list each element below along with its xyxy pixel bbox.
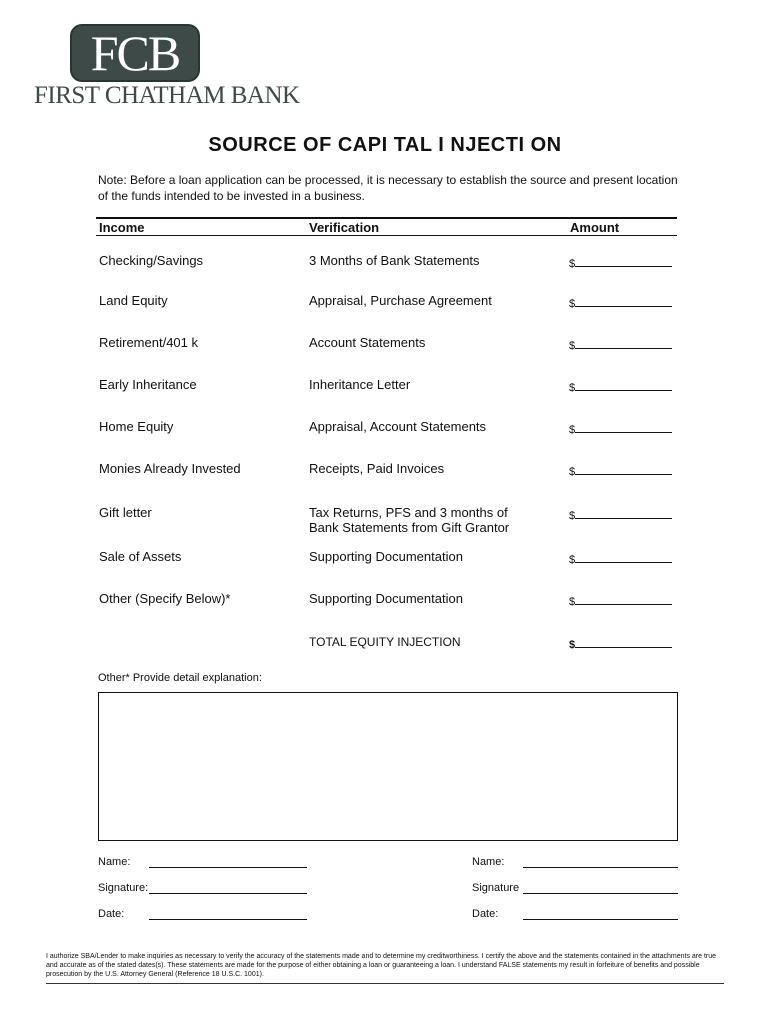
right-date-label: Date: xyxy=(472,908,499,920)
right-name-line[interactable] xyxy=(523,866,678,868)
left-signature-label: Signature: xyxy=(98,882,149,894)
currency-symbol: $ xyxy=(569,340,576,352)
amount-field[interactable] xyxy=(569,255,672,270)
row-verification: 3 Months of Bank Statements xyxy=(309,253,480,268)
left-name-line[interactable] xyxy=(149,866,307,868)
left-name-label: Name: xyxy=(98,856,131,868)
currency-symbol: $ xyxy=(569,424,576,436)
row-income: Home Equity xyxy=(99,419,174,434)
amount-line xyxy=(575,463,672,475)
disclaimer-text: I authorize SBA/Lender to make inquiries as necessary to verify the accuracy of the statements made and to determine my creditworthiness. I certify the above and the statements contained in the attachments are true and accurate as of the stated dates(s). These statements are made for the purpose of either obtaining a loan or guaranteeing a loan. I understand FALSE statements my result in forfeiture of benefits and possible prosecution by the U.S. Attorney General (Reference 18 U.S.C. 1001). xyxy=(46,953,717,978)
amount-line xyxy=(575,507,672,519)
row-verification: Supporting Documentation xyxy=(309,549,463,564)
row-verification: Account Statements xyxy=(309,335,426,350)
right-signature-line[interactable] xyxy=(523,892,678,894)
row-income: Retirement/401 k xyxy=(99,335,198,350)
row-income: Other (Specify Below)* xyxy=(99,591,231,606)
currency-symbol: $ xyxy=(569,510,576,522)
amount-field[interactable] xyxy=(569,379,672,394)
intro-note: Note: Before a loan application can be processed, it is necessary to establish the source and present location of the funds intended to be invested in a business. xyxy=(98,173,678,203)
currency-symbol: $ xyxy=(569,639,576,651)
amount-line xyxy=(575,255,672,267)
amount-line xyxy=(575,593,672,605)
amount-field[interactable] xyxy=(569,551,672,566)
row-income: Land Equity xyxy=(99,293,168,308)
bank-name: FIRST CHATHAM BANK xyxy=(34,82,300,109)
right-signature-label: Signature xyxy=(472,882,520,894)
amount-column-header: Amount xyxy=(570,220,620,235)
amount-line xyxy=(575,295,672,307)
row-income: Early Inheritance xyxy=(99,377,197,392)
currency-symbol: $ xyxy=(569,298,576,310)
right-date-line[interactable] xyxy=(523,918,678,920)
amount-field[interactable] xyxy=(569,337,672,352)
income-column-header: Income xyxy=(99,220,145,235)
other-detail-textbox[interactable] xyxy=(98,692,678,841)
row-verification: Receipts, Paid Invoices xyxy=(309,461,445,476)
left-signature-line[interactable] xyxy=(149,892,307,894)
currency-symbol: $ xyxy=(569,554,576,566)
total-label: TOTAL EQUITY INJECTION xyxy=(309,635,461,649)
footer-rule xyxy=(46,983,724,984)
right-name-label: Name: xyxy=(472,856,505,868)
row-verification: Appraisal, Purchase Agreement xyxy=(309,293,492,308)
amount-line xyxy=(575,379,672,391)
row-verification-line2: Bank Statements from Gift Grantor xyxy=(309,520,510,535)
amount-field[interactable] xyxy=(569,463,672,478)
row-verification: Supporting Documentation xyxy=(309,591,463,606)
other-detail-label: Other* Provide detail explanation: xyxy=(98,672,262,684)
amount-field[interactable] xyxy=(569,507,672,522)
verification-column-header: Verification xyxy=(309,220,380,235)
currency-symbol: $ xyxy=(569,258,576,270)
currency-symbol: $ xyxy=(569,466,576,478)
amount-field[interactable] xyxy=(569,295,672,310)
row-verification: Appraisal, Account Statements xyxy=(309,419,487,434)
row-verification: Inheritance Letter xyxy=(309,377,411,392)
left-date-line[interactable] xyxy=(149,918,307,920)
table-header-top-rule xyxy=(96,217,677,219)
row-income: Monies Already Invested xyxy=(99,461,241,476)
left-date-label: Date: xyxy=(98,908,125,920)
total-amount-field[interactable] xyxy=(569,636,672,651)
row-verification: Tax Returns, PFS and 3 months of xyxy=(309,505,508,520)
table-header-bottom-rule xyxy=(96,235,677,236)
row-income: Gift letter xyxy=(99,505,152,520)
page-title: SOURCE OF CAPI TAL I NJECTI ON xyxy=(208,134,562,156)
amount-line xyxy=(575,337,672,349)
amount-line xyxy=(575,636,672,648)
row-income: Sale of Assets xyxy=(99,549,182,564)
amount-field[interactable] xyxy=(569,593,672,608)
amount-field[interactable] xyxy=(569,421,672,436)
amount-line xyxy=(575,421,672,433)
amount-line xyxy=(575,551,672,563)
currency-symbol: $ xyxy=(569,596,576,608)
currency-symbol: $ xyxy=(569,382,576,394)
row-income: Checking/Savings xyxy=(99,253,204,268)
logo-mark: FCB xyxy=(90,25,180,81)
